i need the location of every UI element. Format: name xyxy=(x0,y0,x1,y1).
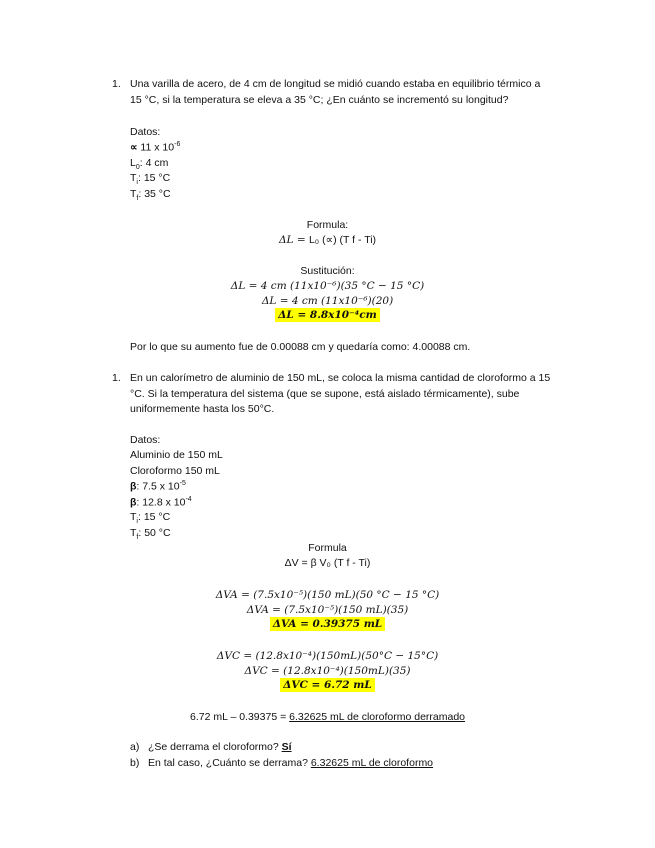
dato-value: : 50 °C xyxy=(138,527,171,539)
dato-value: : 12.8 x 10 xyxy=(136,496,186,509)
dato-value: : 15 °C xyxy=(137,511,171,523)
problem-2-final-result xyxy=(0,711,655,723)
problem-2-cloroformo-result-highlight: ΔVC = 6.72 mL xyxy=(280,678,374,692)
formula-lhs: ΔL = xyxy=(278,234,309,246)
question-a-label: a) xyxy=(130,741,140,753)
problem-2-aluminio-result-highlight: ΔVA = 0.39375 mL xyxy=(270,617,385,631)
problem-2-dato-tf xyxy=(130,527,171,541)
dato-symbol: L xyxy=(130,157,136,169)
problem-2-dato-ti xyxy=(130,511,170,525)
dato-value: : 4 cm xyxy=(139,157,169,169)
problem-2-aluminio-step-1: ΔVA = (7.5x10⁻⁵)(150 mL)(50 °C − 15 °C) xyxy=(215,589,440,601)
problem-1-result-row xyxy=(0,309,655,321)
problem-1-result-highlight: ΔL = 8.8x10⁻⁴cm xyxy=(275,308,379,322)
dato-value: : 15 °C xyxy=(137,172,171,184)
dato-subscript: i xyxy=(136,518,138,526)
problem-1-datos-label: Datos: xyxy=(130,126,161,138)
problem-1-substitution-step-1: ΔL = 4 cm (11x10⁻⁶)(35 °C − 15 °C) xyxy=(230,280,425,292)
problem-2-number: 1. xyxy=(112,372,121,384)
problem-1-text-line-1: Una varilla de acero, de 4 cm de longitud se midió cuando estaba en equilibrio térmico a xyxy=(130,78,541,90)
problem-1-formula-label: Formula: xyxy=(306,219,349,231)
alpha-symbol: ∝ xyxy=(130,141,138,154)
problem-1-dato-alpha xyxy=(130,141,180,154)
problem-2-formula: ΔV = β V₀ (T f - Ti) xyxy=(284,557,371,569)
problem-2-text-line-2: °C. Si la temperatura del sistema (que se supone, está aislado térmicamente), sube xyxy=(130,388,520,400)
problem-1-dato-tf xyxy=(130,188,171,202)
problem-2-text-line-1: En un calorímetro de aluminio de 150 mL, se coloca la misma cantidad de cloroformo a 15 xyxy=(130,372,551,384)
beta-symbol: β xyxy=(130,480,137,493)
question-b xyxy=(148,757,433,769)
problem-2-cloroformo-result-row xyxy=(0,679,655,691)
problem-2-dato-beta-2 xyxy=(130,496,192,509)
problem-2-aluminio-result-row xyxy=(0,618,655,630)
problem-1-conclusion: Por lo que su aumento fue de 0.00088 cm y quedaría como: 4.00088 cm. xyxy=(130,341,471,353)
dato-subscript: f xyxy=(136,534,139,542)
question-a-answer: Sí xyxy=(281,741,292,753)
dato-value: 11 x 10 xyxy=(137,141,175,154)
dato-symbol: T xyxy=(130,527,137,539)
result-prefix: 6.72 mL – 0.39375 = xyxy=(189,711,290,723)
problem-1-formula xyxy=(0,234,655,246)
dato-exponent: -6 xyxy=(174,141,181,148)
problem-1-substitution-step-2: ΔL = 4 cm (11x10⁻⁶)(20) xyxy=(261,295,394,307)
problem-1-dato-ti xyxy=(130,172,170,186)
dato-value: : 7.5 x 10 xyxy=(136,480,180,493)
question-b-label: b) xyxy=(130,757,140,769)
beta-symbol: β xyxy=(130,496,137,509)
problem-1-number: 1. xyxy=(112,78,121,90)
problem-2-dato-aluminio: Aluminio de 150 mL xyxy=(130,449,223,461)
question-a xyxy=(148,741,292,753)
question-b-answer: 6.32625 mL de cloroformo xyxy=(310,757,434,769)
problem-1-text-line-2: 15 °C, si la temperatura se eleva a 35 °C; ¿En cuánto se incrementó su longitud? xyxy=(130,94,509,106)
problem-2-formula-label: Formula xyxy=(308,542,347,554)
dato-symbol: T xyxy=(130,172,137,184)
problem-2-datos-label: Datos: xyxy=(130,434,161,446)
formula-rhs: L₀ (∝) (T f - Ti) xyxy=(308,234,377,246)
problem-1-substitution-label: Sustitución: xyxy=(300,265,355,277)
dato-subscript: i xyxy=(136,179,138,187)
problem-2-aluminio-step-2: ΔVA = (7.5x10⁻⁵)(150 mL)(35) xyxy=(246,604,409,616)
dato-exponent: -4 xyxy=(185,496,192,503)
dato-subscript: 0 xyxy=(135,164,140,172)
dato-subscript: f xyxy=(136,195,139,203)
dato-value: : 35 °C xyxy=(138,188,171,200)
problem-2-dato-beta-1 xyxy=(130,480,186,493)
dato-symbol: T xyxy=(130,511,137,523)
result-underlined: 6.32625 mL de cloroformo derramado xyxy=(289,711,466,723)
problem-2-cloroformo-step-1: ΔVC = (12.8x10⁻⁴)(150mL)(50°C − 15°C) xyxy=(216,650,439,662)
question-b-text: En tal caso, ¿Cuánto se derrama? xyxy=(148,757,311,769)
problem-2-cloroformo-step-2: ΔVC = (12.8x10⁻⁴)(150mL)(35) xyxy=(244,665,411,677)
question-a-text: ¿Se derrama el cloroformo? xyxy=(148,741,282,753)
problem-2-text-line-3: uniformemente hasta los 50°C. xyxy=(130,403,275,415)
problem-1-dato-l0 xyxy=(130,157,168,171)
dato-exponent: -5 xyxy=(179,480,186,487)
dato-symbol: T xyxy=(130,188,137,200)
problem-2-dato-cloroformo: Cloroformo 150 mL xyxy=(130,465,220,477)
